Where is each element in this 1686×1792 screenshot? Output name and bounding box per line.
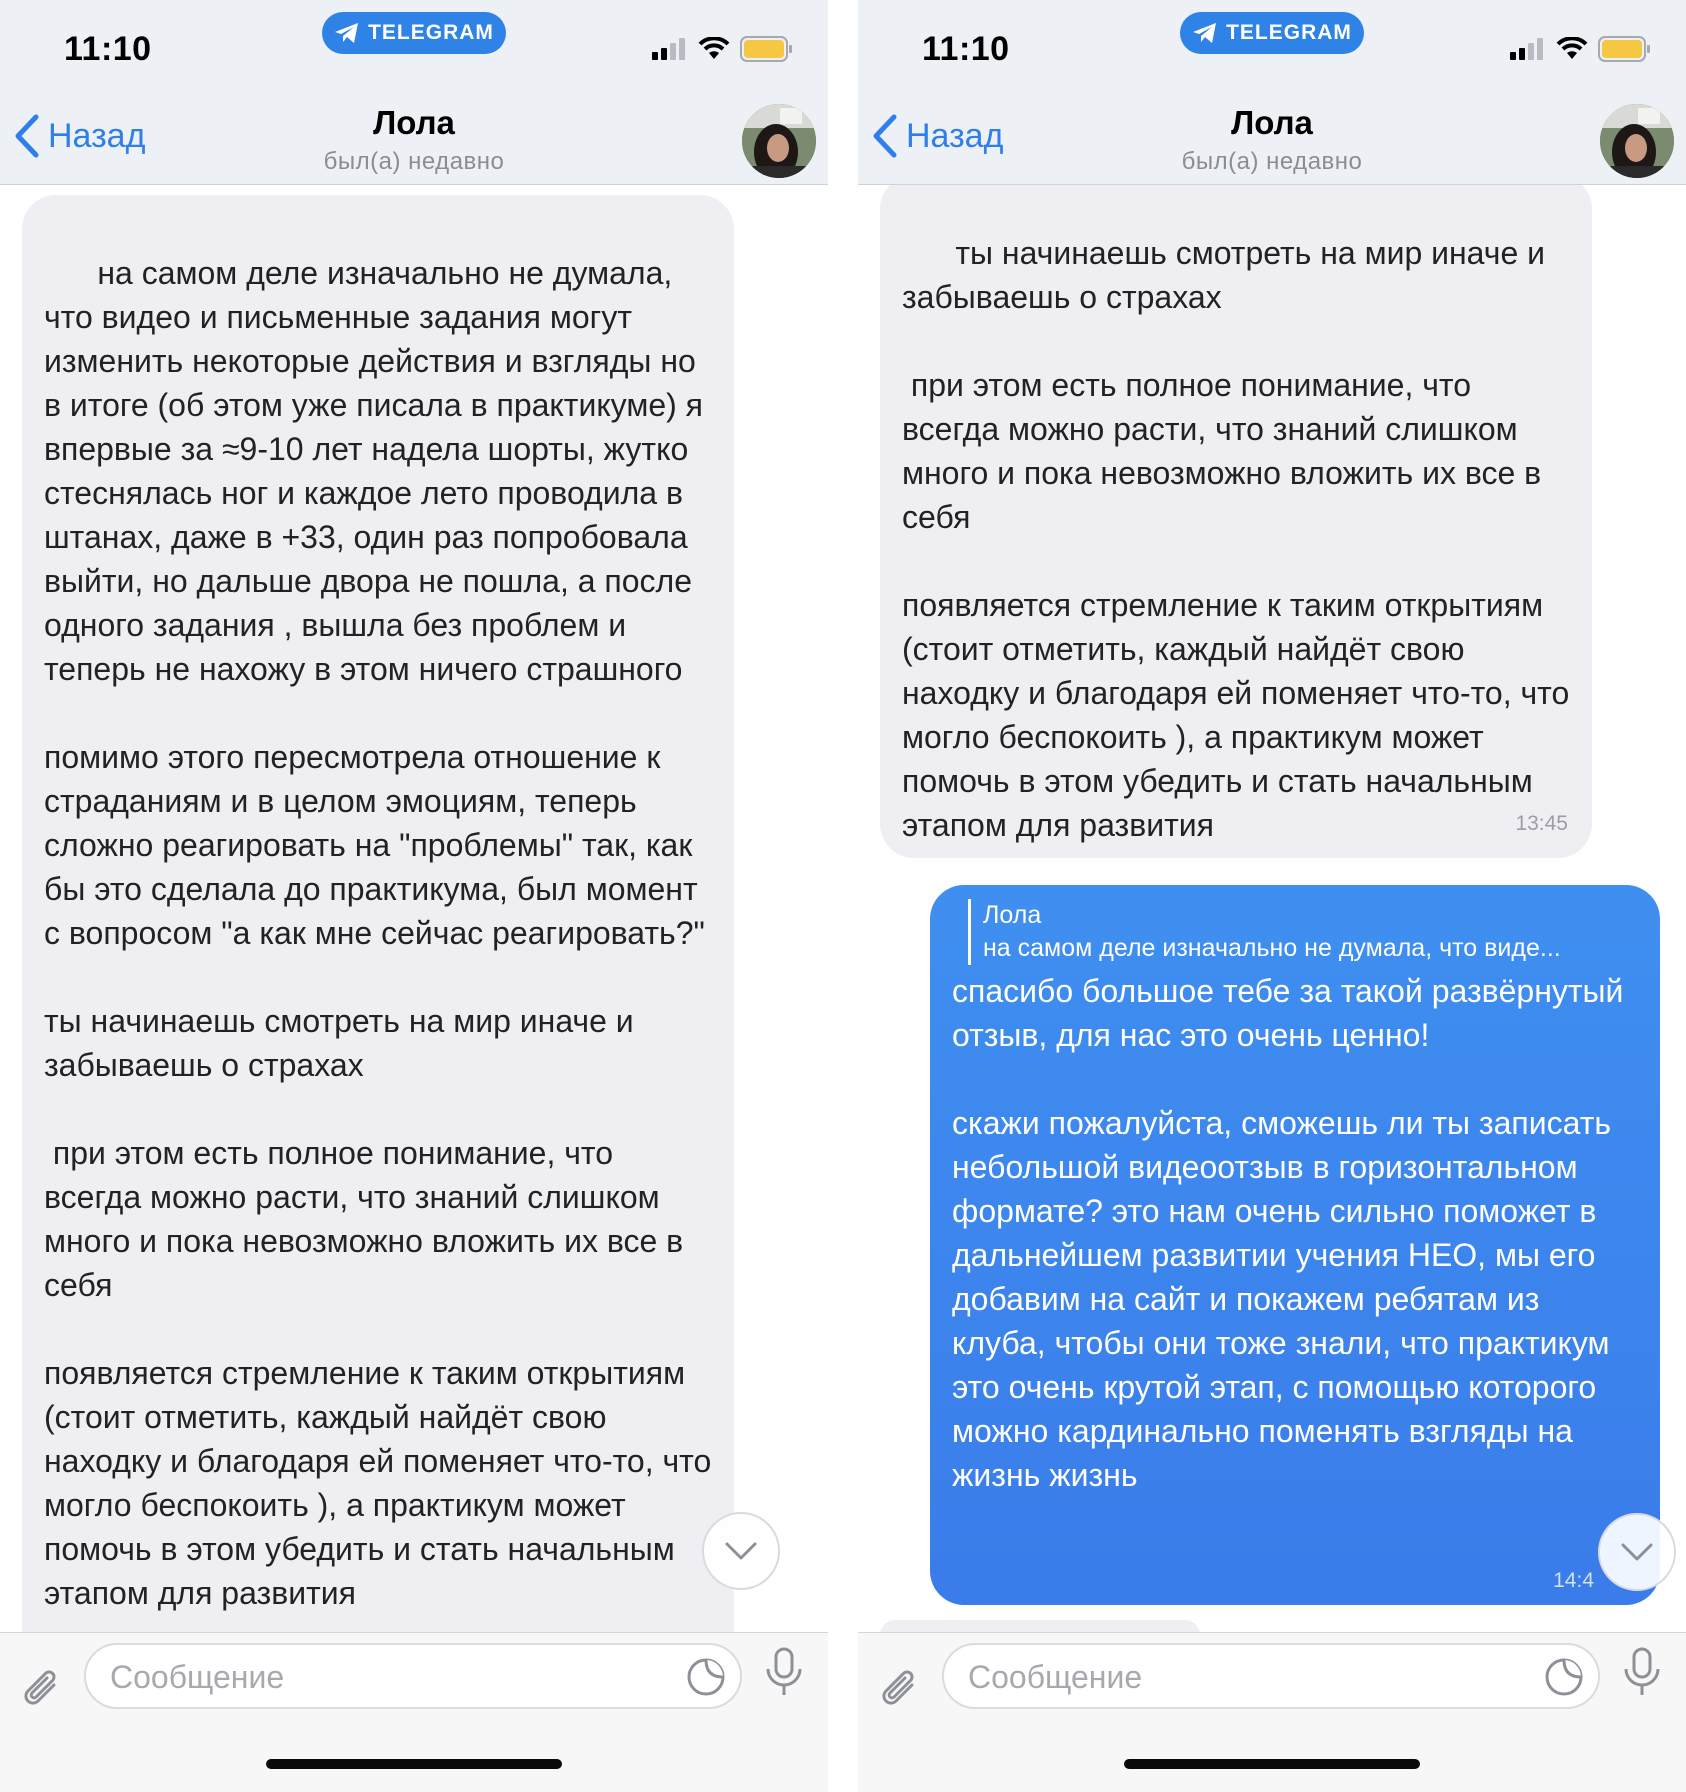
telegram-pill[interactable] [1180, 12, 1364, 54]
chat-title: Лола [1231, 104, 1313, 141]
message-placeholder: Сообщение [968, 1659, 1143, 1695]
telegram-plane-icon [334, 22, 360, 44]
status-bar [0, 0, 828, 100]
sticker-icon[interactable] [1542, 1655, 1586, 1699]
scroll-down-button[interactable] [1598, 1513, 1676, 1591]
avatar-photo [742, 104, 816, 178]
message-input[interactable] [942, 1643, 1600, 1709]
status-time: 11:10 [64, 30, 152, 68]
wifi-icon [1556, 37, 1588, 61]
battery-icon [1598, 36, 1652, 62]
avatar-photo [1600, 104, 1674, 178]
home-indicator [1124, 1759, 1420, 1769]
back-chevron-icon [872, 114, 898, 158]
telegram-pill-label: TELEGRAM [1226, 21, 1352, 44]
chevron-down-icon [724, 1541, 758, 1561]
message-text: на самом деле изначально не думала, что видео и письменные задания могут изменить некоторые действия и взгляды но в итоге (об этом уже писала в практикуме) я впервые за ≈9-10 лет надела шорты, жутко стеснялась ног и каждое лето проводила в штанах, даже в +33, один раз попробовала выйти, но дальше двора не пошла, а после одного задания , вышла без проблем и теперь не нахожу в этом ничего страшного помимо этого пересмотрела отношение к страданиям и в целом эмоциям, теперь сложно реагировать на "проблемы" так, как бы это сделала до практикума, был момент с вопросом "а как мне сейчас реагировать?" ты начинаешь смотреть на мир иначе и забываешь о страхах при этом есть полное понимание, что всегда можно расти, что знаний слишком много и пока невозможно вложить их все в себя появляется стремление к таким открытиям (стоит отметить, каждый найдёт свою находку и благодаря ей поменяет что-то, что могло беспокоить ), а практикум может помочь в этом убедить и стать начальным этапом для развития [44, 255, 712, 1611]
back-button[interactable] [14, 114, 145, 158]
phone-screen-left [0, 0, 828, 1792]
back-chevron-icon [14, 114, 40, 158]
back-button[interactable] [872, 114, 1003, 158]
avatar[interactable] [742, 104, 816, 178]
status-bar [858, 0, 1686, 100]
telegram-pill[interactable] [322, 12, 506, 54]
message-time: 14:4 [1553, 1569, 1594, 1592]
avatar[interactable] [1600, 104, 1674, 178]
reply-quote[interactable] [968, 899, 1638, 965]
status-icons [1510, 36, 1652, 62]
message-time: 13:45 [1515, 812, 1568, 835]
chevron-down-icon [1620, 1542, 1654, 1562]
next-message-edge [880, 1620, 1200, 1632]
signal-icon [652, 38, 688, 60]
back-label: Назад [48, 116, 146, 155]
outgoing-message[interactable] [930, 885, 1660, 1605]
signal-icon [1510, 38, 1546, 60]
message-text: спасибо большое тебе за такой развёрнутый отзыв, для нас это очень ценно! скажи пожалуйста, сможешь ли ты записать небольшой видеоотзыв в горизонтальном формате? это нам очень сильно поможет в дальнейшем развитии учения НЕО, мы его добавим на сайт и покажем ребятам из клуба, чтобы они тоже знали, что практикум это очень крутой этап, с помощью которого можно кардинально поменять взгляды на жизнь жизнь [952, 973, 1624, 1493]
back-label: Назад [906, 116, 1004, 155]
chat-title: Лола [373, 104, 455, 141]
input-bar [0, 1632, 828, 1792]
home-indicator [266, 1759, 562, 1769]
mic-icon[interactable] [1622, 1647, 1662, 1699]
reply-preview: на самом деле изначально не думала, что виде... [983, 934, 1561, 962]
message-placeholder: Сообщение [110, 1659, 285, 1695]
message-text: ты начинаешь смотреть на мир иначе и забываешь о страхах при этом есть полное понимание, что всегда можно расти, что знаний слишком много и пока невозможно вложить их все в себя появляется стремление к таким открытиям (стоит отметить, каждый найдёт свою находку и благодаря ей поменяет что-то, что могло беспокоить ), а практикум может помочь в этом убедить и стать начальным этапом для развития [902, 235, 1570, 843]
message-list[interactable] [0, 185, 828, 1632]
attach-icon[interactable] [20, 1665, 64, 1713]
chat-title-block[interactable] [214, 104, 614, 176]
message-input[interactable] [84, 1643, 742, 1709]
telegram-plane-icon [1192, 22, 1218, 44]
wifi-icon [698, 37, 730, 61]
attach-icon[interactable] [878, 1665, 922, 1713]
status-icons [652, 36, 794, 62]
message-list[interactable] [858, 185, 1686, 1632]
incoming-message[interactable] [880, 185, 1592, 858]
sticker-icon[interactable] [684, 1655, 728, 1699]
status-time: 11:10 [922, 30, 1010, 68]
telegram-pill-label: TELEGRAM [368, 21, 494, 44]
phone-screen-right [858, 0, 1686, 1792]
mic-icon[interactable] [764, 1647, 804, 1699]
incoming-message[interactable] [22, 195, 734, 1632]
reply-sender: Лола [983, 901, 1042, 929]
chat-title-block[interactable] [1072, 104, 1472, 176]
chat-status: был(а) недавно [323, 148, 505, 175]
chat-status: был(а) недавно [1181, 148, 1363, 175]
scroll-down-button[interactable] [702, 1512, 780, 1590]
battery-icon [740, 36, 794, 62]
input-bar [858, 1632, 1686, 1792]
